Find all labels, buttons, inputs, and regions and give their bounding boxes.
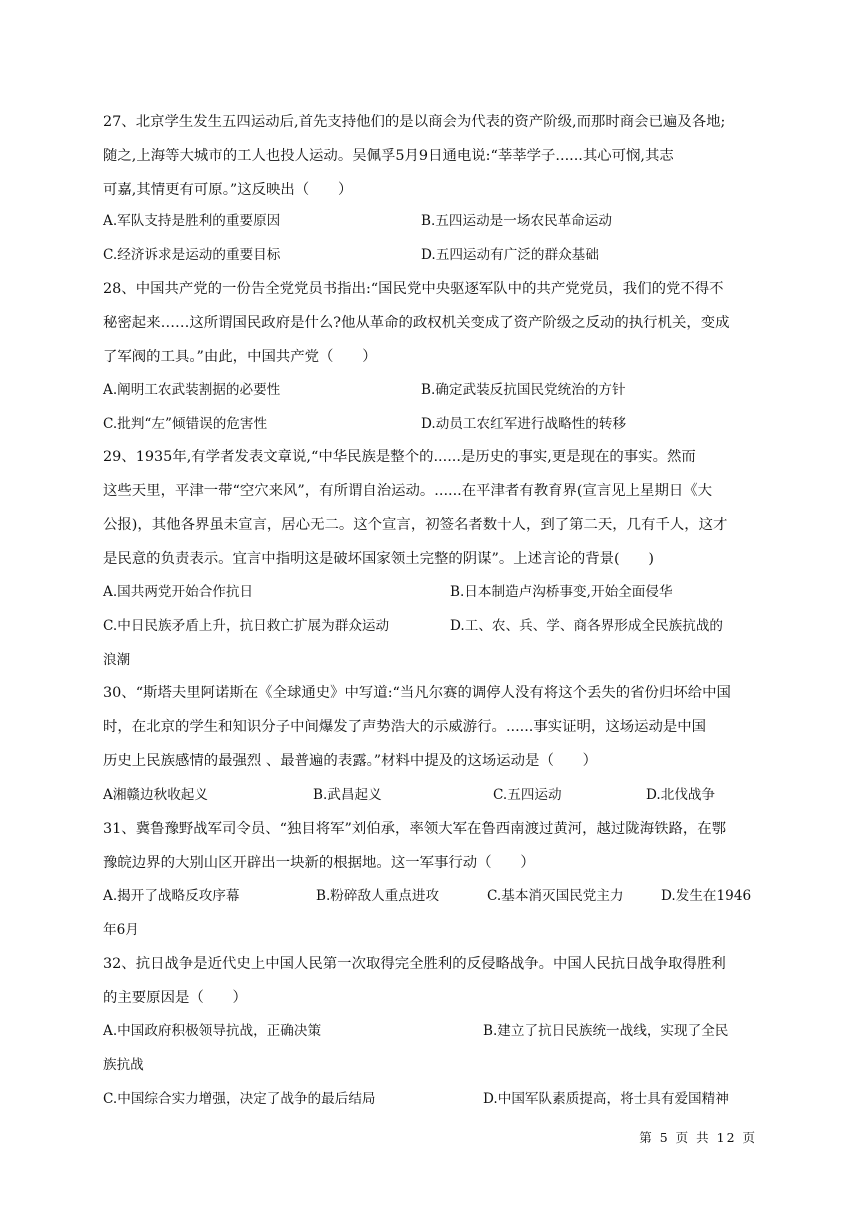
q32-option-b: B.建立了抗日民族统一战线，实现了全民 [483, 1023, 729, 1039]
q28-option-c: C.批判“左”倾错误的危害性 [103, 416, 268, 432]
q29-option-d-wrap: 浪潮 [103, 652, 131, 668]
q30-stem-line2: 时，在北京的学生和知识分子中间爆发了声势浩大的示威游行。......事实证明，这场运动是中国 [103, 719, 707, 735]
q29-stem-line2: 这些天里，平津一带“空穴来风”，有所谓自治运动。......在平津者有教育界(宣言见上星期日《大 [103, 483, 713, 499]
q29-option-a: A.国共两党开始合作抗日 [103, 584, 254, 600]
q27-option-d: D.五四运动有广泛的群众基础 [421, 247, 599, 263]
q29-stem-line4: 是民意的负责表示。宜言中指明这是破坏国家领土完整的阴谋”。上述言论的背景( ) [103, 551, 655, 567]
q31-option-d-wrap: 年6月 [103, 922, 139, 938]
q27-option-c: C.经济诉求是运动的重要目标 [103, 247, 281, 263]
q27-stem-line3: 可嘉,其情更有可原。”这反映出（ ） [103, 182, 353, 198]
q29-stem-line1: 29、1935年,有学者发表文章说,“中华民族是整个的......是历史的事实,更是现在的事实。然而 [103, 449, 696, 465]
page-number: 第 5 页 共 12 页 [639, 1130, 757, 1145]
q29-option-d: D.工、农、兵、学、商各界形成全民族抗战的 [450, 618, 724, 634]
q28-option-b: B.确定武装反抗国民党统治的方针 [421, 382, 626, 398]
q28-option-d: D.动员工农红军进行战略性的转移 [421, 416, 627, 432]
q28-stem-line3: 了军阀的工具。”由此，中国共产党（ ） [103, 349, 377, 365]
q27-stem-line1: 27、北京学生发生五四运动后,首先支持他们的是以商会为代表的资产阶级,而那时商会已遍及各地; [103, 114, 726, 130]
q27-option-b: B.五四运动是一场农民革命运动 [421, 213, 613, 229]
q32-option-b-wrap: 族抗战 [103, 1057, 144, 1073]
q29-option-b: B.日本制造卢沟桥事变,开始全面侵华 [450, 584, 673, 600]
q30-option-d: D.北伐战争 [646, 787, 716, 803]
q32-option-d: D.中国军队素质提高，将士具有爱国精神 [483, 1091, 729, 1107]
q28-option-a: A.阐明工农武装割据的必要性 [103, 382, 281, 398]
q29-option-c: C.中日民族矛盾上升，抗日救亡扩展为群众运动 [103, 618, 390, 634]
q32-option-a: A.中国政府积极领导抗战，正确决策 [103, 1023, 322, 1039]
q29-stem-line3: 公报)，其他各界虽未宣言，居心无二。这个宣言，初签名者数十人，到了第二天，几有千人，这才 [103, 517, 728, 533]
q30-option-c: C.五四运动 [493, 787, 562, 803]
q31-stem-line1: 31、冀鲁豫野战军司令员、“独目将军”刘伯承，率领大军在鲁西南渡过黄河，越过陇海铁路，在鄂 [103, 821, 727, 837]
q31-option-a: A.揭开了战略反攻序幕 [103, 888, 240, 904]
q28-stem-line2: 秘密起来……这所谓国民政府是什么?他从革命的政权机关变成了资产阶级之反动的执行机关，变成 [103, 315, 730, 331]
q31-stem-line2: 豫皖边界的大别山区开辟出一块新的根据地。这一军事行动（ ） [103, 855, 535, 871]
q31-option-b: B.粉碎敌人重点进攻 [316, 888, 440, 904]
q27-option-a: A.军队支持是胜利的重要原因 [103, 213, 281, 229]
q30-option-b: B.武昌起义 [313, 787, 382, 803]
q32-stem-line2: 的主要原因是（ ） [103, 990, 247, 1006]
q28-stem-line1: 28、中国共产党的一份告全党党员书指出:“国民党中央驱逐军队中的共产党党员，我们的党不得不 [103, 281, 724, 297]
q32-stem-line1: 32、抗日战争是近代史上中国人民第一次取得完全胜利的反侵略战争。中国人民抗日战争取得胜利 [103, 956, 726, 972]
q27-stem-line2: 随之,上海等大城市的工人也投人运动。吴佩孚5月9日通电说:“莘莘学子......其心可悯,其志 [103, 148, 674, 164]
q30-stem-line1: 30、“斯塔夫里阿诺斯在《全球通史》中写道:“当凡尔赛的调停人没有将这个丢失的省份归坏给中国 [103, 685, 731, 701]
q32-option-c: C.中国综合实力增强，决定了战争的最后结局 [103, 1091, 376, 1107]
q30-option-a: A湘赣边秋收起义 [103, 787, 208, 803]
q30-stem-line3: 历史上民族感情的最强烈 、最普遍的表露。”材料中提及的这场运动是（ ） [103, 753, 598, 769]
q31-option-d: D.发生在1946 [661, 888, 752, 904]
q31-option-c: C.基本消灭国民党主力 [487, 888, 624, 904]
